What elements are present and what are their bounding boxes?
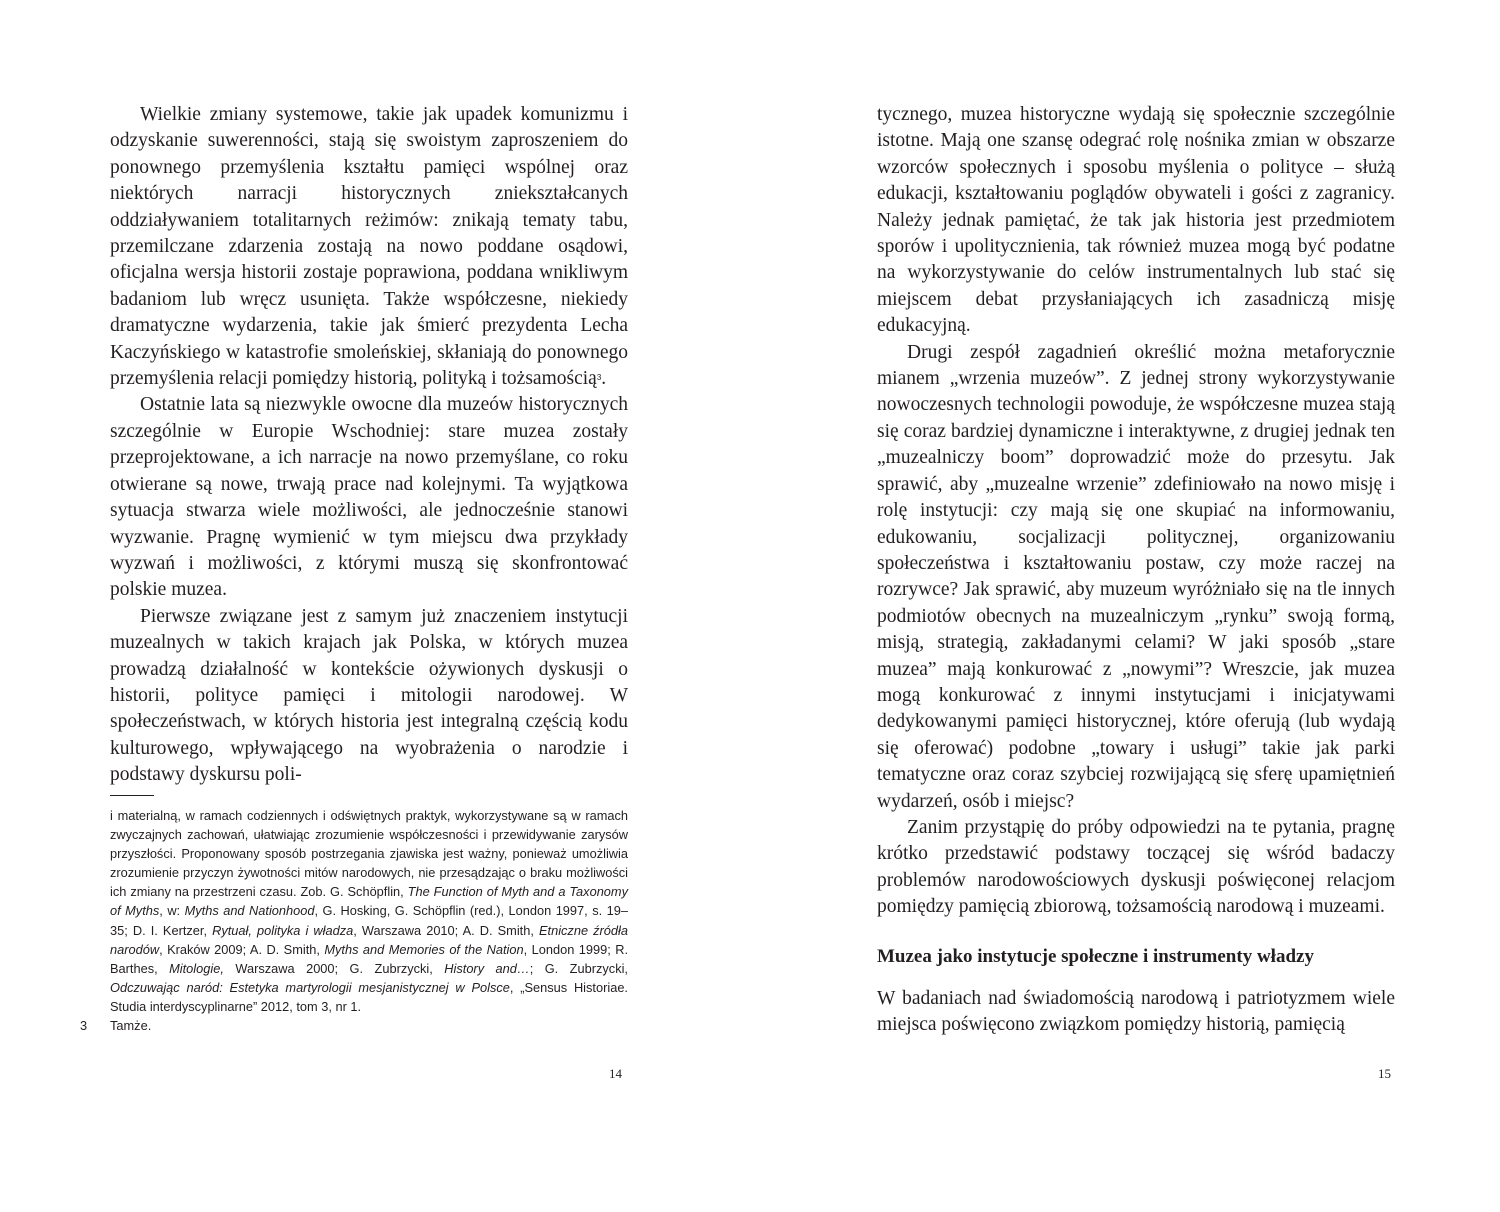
paragraph: Ostatnie lata są niezwykle owocne dla muzeów historycznych szczególnie w Europie Wschodniej: stare muzea zostały przeprojektowane, a ich narracje na nowo przemyślane, co roku otwierane są nowe, trwają prace nad kolejnymi. Ta wyjątkowa sytuacja stwarza wiele możliwości, ale jednocześnie stanowi wyzwanie. Pragnę wymienić w tym miejscu dwa przykłady wyzwań i możliwości, z którymi muszą się skonfrontować polskie muzea. [110,394,628,601]
paragraph: Drugi zespół zagadnień określić można metaforycznie mianem „wrzenia muzeów”. Z jednej strony wykorzystywanie nowoczesnych technologii powoduje, że współczesne muzea stają się coraz bardziej dynamiczne i interaktywne, z drugiej jednak ten „muzealniczy boom” doprowadzić może do przesytu. Jak sprawić, aby „muzealne wrzenie” zdefiniowało na nowo misję i rolę instytucji: czy mają się one skupiać na informowaniu, edukowaniu, socjalizacji politycznej, organizowaniu społeczeństwa i kształtowaniu postaw, czy może raczej na rozrywce? Jak sprawić, aby muzeum wyróżniało się na tle innych podmiotów obecnych na muzealniczym „rynku” swoją formą, misją, strategią, zakładanymi celami? W jaki sposób „stare muzea” mają konkurować z „nowymi”? Wreszcie, jak muzea mogą konkurować z innymi instytucjami i inicjatywami dedykowanymi pamięci historycznej, które oferują (lub wydają się oferować) podobne „towary i usługi” takie jak parki tematyczne oraz coraz szybciej rozwijającą się sferę upamiętnień wydarzeń, osób i miejsc? [877,341,1395,812]
paragraph-text: Wielkie zmiany systemowe, takie jak upadek komunizmu i odzyskanie suwerenności, stają się swoistym zaproszeniem do ponownego przemyślenia kształtu pamięci wspólnej oraz niektórych narracji historycznych zniekształcanych oddziaływaniem totalitarnych reżimów: znikają tematy tabu, przemilczane zdarzenia zostają na nowo poddane osądowi, oficjalna wersja historii zostaje poprawiona, poddana wnikliwym badaniom lub wręcz usunięta. Także współczesne, niekiedy dramatyczne wydarzenia, takie jak śmierć prezydenta Lecha Kaczyńskiego w katastrofie smoleńskiej, skłaniają do ponownego przemyślenia relacji pomiędzy historią, polityką i tożsamością [110,104,628,390]
footnote-reference: 3 [596,373,602,383]
left-body-text [110,102,628,789]
page-number: 14 [609,1066,622,1081]
paragraph: W badaniach nad świadomością narodową i patriotyzmem wiele miejsca poświęcono związkom pomiędzy historią, pamięcią [877,988,1395,1036]
section-body-text [877,986,1395,1039]
page-number: 15 [1378,1066,1391,1081]
section-heading: Muzea jako instytucje społeczne i instrumenty władzy [877,946,1314,967]
right-page [750,0,1500,1212]
paragraph-end-punctuation: . [601,368,607,390]
paragraph: Zanim przystąpię do próby odpowiedzi na te pytania, pragnę krótko przedstawić podstawy toczącej się wśród badaczy problemów narodowościowych dyskusji poświęconej relacjom pomiędzy pamięcią zbiorową, tożsamością narodową i muzeami. [877,816,1395,918]
right-body-text [877,102,1395,921]
footnote-continued: i materialną, w ramach codziennych i odświętnych praktyk, wykorzystywane są w ramach zwyczajnych zachowań, ułatwiając zrozumienie współczesności i przewidywanie zarysów przyszłości. Proponowany sposób postrzegania zjawiska jest ważny, ponieważ umożliwia zrozumienie przyczyn żywotności mitów narodowych, nie przesądzając o braku możliwości ich zmiany na przestrzeni czasu. Zob. G. Schöpflin, The Function of Myth and a Taxonomy of Myths, w: Myths and Nationhood, G. Hosking, G. Schöpflin (red.), London 1997, s. 19–35; D. I. Kertzer, Rytuał, polityka i władza, Warszawa 2010; A. D. Smith, Etniczne źródła narodów, Kraków 2009; A. D. Smith, Myths and Memories of the Nation, London 1999; R. Barthes, Mitologie, Warszawa 2000; G. Zubrzycki, History and…; G. Zubrzycki, Odczuwając naród: Estetyka martyrologii mesjanistycznej w Polsce, „Sensus Historiae. Studia interdyscyplinarne” 2012, tom 3, nr 1. [110,808,629,1014]
footnote-text: Tamże. [110,1018,152,1034]
footnote-rule [110,795,154,796]
footnotes [80,806,629,1035]
paragraph [110,102,628,392]
paragraph: tycznego, muzea historyczne wydają się społecznie szczególnie istotne. Mają one szansę odegrać rolę nośnika zmian w obszarze wzorców społecznych i sposobu myślenia o polityce – służą edukacji, kształtowaniu poglądów obywateli i gości z zagranicy. Należy jednak pamiętać, że tak jak historia jest przedmiotem sporów i upolitycznienia, tak również muzea mogą być podatne na wykorzystywanie do celów instrumentalnych lub stać się miejscem debat przysłaniających ich zasadniczą misję edukacyjną. [877,104,1395,337]
footnote-number: 3 [80,1018,88,1034]
footnote-3 [80,1016,628,1035]
paragraph: Pierwsze związane jest z samym już znaczeniem instytucji muzealnych w takich krajach jak Polska, w których muzea prowadzą działalność w kontekście ożywionych dyskusji o historii, polityce pamięci i mitologii narodowej. W społeczeństwach, w których historia jest integralną częścią kodu kulturowego, wpływającego na wyobrażenia o narodzie i podstawy dyskursu poli- [110,605,628,786]
